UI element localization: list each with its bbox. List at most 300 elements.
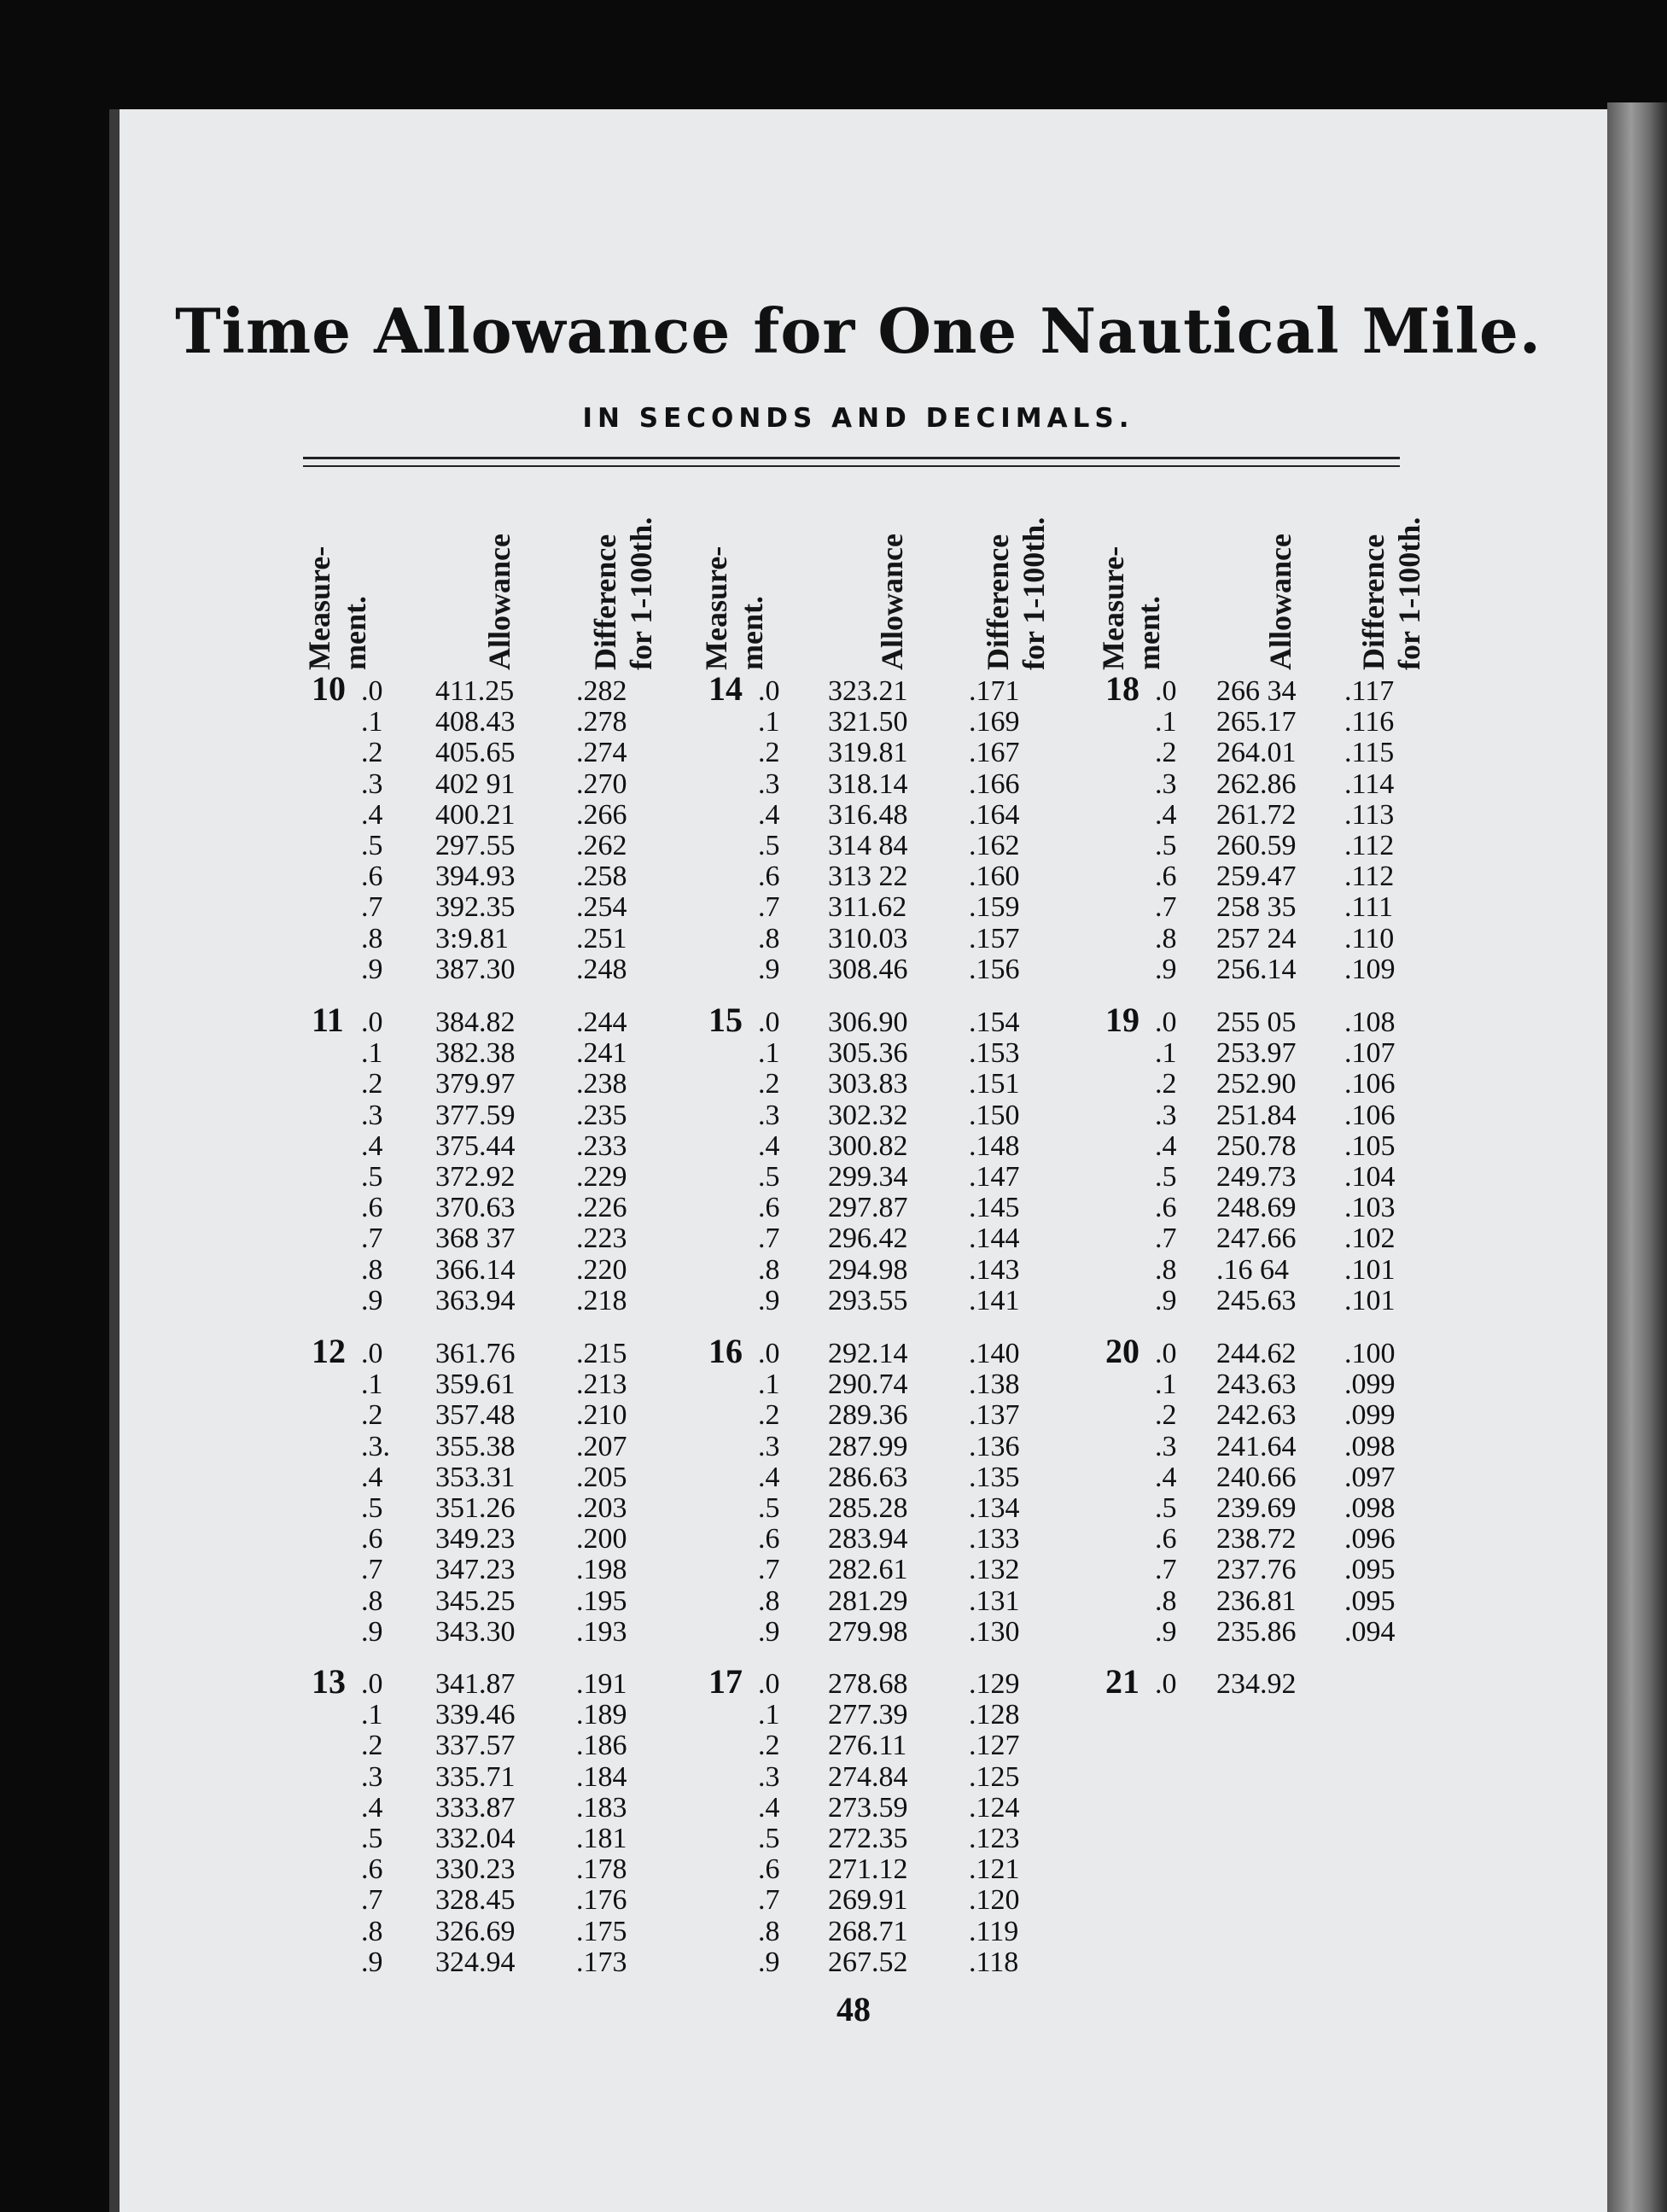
difference-value: .220 [576, 1253, 627, 1286]
measurement-decimal: .3 [361, 1760, 383, 1793]
difference-value: .205 [576, 1461, 627, 1493]
allowance-value: 243.63 [1216, 1369, 1297, 1401]
difference-value: .103 [1344, 1192, 1396, 1224]
difference-value: .270 [576, 767, 627, 800]
allowance-value: 368 37 [435, 1223, 516, 1255]
measurement-decimal: .0 [758, 675, 780, 707]
allowance-value: 264.01 [1216, 737, 1297, 769]
allowance-value: 259.47 [1216, 861, 1297, 893]
table-row [0, 1001, 1667, 1039]
allowance-value: 286.63 [828, 1461, 908, 1493]
measurement-decimal: .4 [1155, 1461, 1177, 1493]
column-header-measurement [294, 474, 380, 670]
difference-value: .238 [576, 1068, 627, 1100]
difference-value: .096 [1344, 1523, 1396, 1555]
measurement-decimal: .8 [758, 1253, 780, 1286]
allowance-value: 238.72 [1216, 1523, 1297, 1555]
allowance-value: 372.92 [435, 1161, 516, 1193]
measurement-decimal: .5 [758, 1823, 780, 1854]
table-row [0, 1400, 1667, 1431]
table-row [0, 1432, 1667, 1462]
allowance-value: 240.66 [1216, 1461, 1297, 1493]
difference-value: .135 [969, 1461, 1020, 1493]
measurement-decimal: .5 [361, 1161, 383, 1193]
measurement-decimal: .8 [361, 922, 383, 954]
allowance-value: 299.34 [828, 1161, 908, 1193]
measurement-decimal: .4 [361, 1791, 383, 1824]
difference-value: .143 [969, 1253, 1020, 1286]
table-row [0, 1555, 1667, 1585]
allowance-value: 341.87 [435, 1668, 516, 1700]
allowance-value: 394.93 [435, 861, 516, 893]
measurement-decimal: .5 [361, 830, 383, 861]
difference-value: .157 [969, 922, 1020, 954]
measurement-decimal: .4 [361, 798, 383, 831]
measurement-decimal: .2 [1155, 737, 1177, 769]
measurement-decimal: .0 [758, 1668, 780, 1700]
difference-value: .112 [1344, 861, 1395, 893]
measurement-decimal: .1 [758, 1699, 780, 1731]
column-header-text: Difference for 1-100th. [588, 517, 658, 670]
double-rule-top [303, 457, 1400, 459]
allowance-value: 339.46 [435, 1699, 516, 1731]
allowance-value: 384.82 [435, 1007, 516, 1038]
measurement-decimal: .7 [361, 1554, 383, 1586]
measurement-decimal: .0 [361, 675, 383, 707]
double-rule-bottom [303, 465, 1400, 467]
allowance-value: 310.03 [828, 922, 908, 954]
allowance-value: 300.82 [828, 1129, 908, 1162]
difference-value: .148 [969, 1129, 1020, 1162]
table-row [0, 924, 1667, 954]
measurement-decimal: .1 [1155, 1369, 1177, 1401]
difference-value: .101 [1344, 1284, 1396, 1316]
measurement-decimal: .4 [758, 1129, 780, 1162]
measurement-decimal: .7 [1155, 891, 1177, 924]
measurement-decimal: .6 [758, 861, 780, 893]
measurement-decimal: .1 [758, 1369, 780, 1401]
allowance-value: 347.23 [435, 1554, 516, 1586]
table-row [0, 861, 1667, 892]
column-header-measurement [691, 474, 777, 670]
difference-value: .115 [1344, 737, 1395, 769]
measurement-decimal: .7 [758, 1554, 780, 1586]
measurement-decimal: .0 [758, 1007, 780, 1038]
measurement-decimal: .3 [758, 1430, 780, 1462]
table-row [0, 1947, 1667, 1978]
measurement-decimal: .8 [758, 1915, 780, 1947]
measurement-decimal: .0 [1155, 675, 1177, 707]
difference-value: .186 [576, 1730, 627, 1762]
measurement-decimal: .4 [758, 1461, 780, 1493]
table-row [0, 769, 1667, 800]
measurement-decimal: .5 [1155, 1492, 1177, 1524]
allowance-value: 343.30 [435, 1615, 516, 1648]
difference-value: .125 [969, 1760, 1020, 1793]
difference-value: .102 [1344, 1223, 1396, 1255]
table-row [0, 1854, 1667, 1885]
measurement-decimal: .5 [758, 1492, 780, 1524]
measurement-decimal: .7 [361, 1884, 383, 1917]
difference-value: .171 [969, 675, 1020, 707]
column-header-measurement [1088, 474, 1174, 670]
measurement-decimal: .9 [758, 953, 780, 985]
measurement-integer: 11 [312, 1001, 344, 1039]
allowance-value: 308.46 [828, 953, 908, 985]
allowance-value: 234.92 [1216, 1668, 1297, 1700]
allowance-value: 237.76 [1216, 1554, 1297, 1586]
measurement-decimal: .6 [1155, 1523, 1177, 1555]
allowance-value: 375.44 [435, 1129, 516, 1162]
difference-value: .178 [576, 1853, 627, 1886]
difference-value: .136 [969, 1430, 1020, 1462]
measurement-decimal: .7 [1155, 1223, 1177, 1255]
column-header-allowance [1250, 474, 1310, 670]
table-row [0, 954, 1667, 985]
column-header-text: Difference for 1-100th. [981, 517, 1051, 670]
difference-value: .094 [1344, 1615, 1396, 1648]
allowance-value: 294.98 [828, 1253, 908, 1286]
measurement-integer: 15 [708, 1001, 743, 1039]
table-row [0, 1131, 1667, 1162]
allowance-value: 245.63 [1216, 1284, 1297, 1316]
allowance-value: 296.42 [828, 1223, 908, 1255]
measurement-decimal: .3. [361, 1430, 390, 1462]
measurement-integer: 10 [312, 669, 346, 708]
column-header-text: Measure- ment. [699, 546, 769, 670]
allowance-value: 282.61 [828, 1554, 908, 1586]
difference-value: .109 [1344, 953, 1396, 985]
table-row [0, 669, 1667, 708]
column-header-text: Allowance [482, 534, 516, 670]
allowance-value: 256.14 [1216, 953, 1297, 985]
allowance-value: 319.81 [828, 737, 908, 769]
measurement-decimal: .8 [1155, 922, 1177, 954]
allowance-value: 250.78 [1216, 1129, 1297, 1162]
table-row [0, 738, 1667, 768]
allowance-value: 241.64 [1216, 1430, 1297, 1462]
allowance-value: 314 84 [828, 830, 908, 861]
difference-value: .123 [969, 1823, 1020, 1854]
measurement-decimal: .1 [361, 1699, 383, 1731]
difference-value: .129 [969, 1668, 1020, 1700]
difference-value: .153 [969, 1037, 1020, 1070]
table-row [0, 1286, 1667, 1316]
difference-value: .181 [576, 1823, 627, 1854]
allowance-value: 379.97 [435, 1068, 516, 1100]
measurement-decimal: .6 [361, 1523, 383, 1555]
allowance-value: 257 24 [1216, 922, 1297, 954]
allowance-value: 335.71 [435, 1760, 516, 1793]
measurement-decimal: .4 [1155, 1129, 1177, 1162]
measurement-decimal: .1 [758, 706, 780, 738]
allowance-value: 337.57 [435, 1730, 516, 1762]
measurement-decimal: .0 [758, 1338, 780, 1369]
allowance-value: 297.55 [435, 830, 516, 861]
difference-value: .116 [1344, 706, 1395, 738]
table-row [0, 800, 1667, 831]
difference-value: .184 [576, 1760, 627, 1793]
allowance-value: 323.21 [828, 675, 908, 707]
allowance-value: .16 64 [1216, 1253, 1289, 1286]
difference-value: .198 [576, 1554, 627, 1586]
difference-value: .098 [1344, 1492, 1396, 1524]
measurement-decimal: .5 [361, 1492, 383, 1524]
measurement-decimal: .0 [1155, 1338, 1177, 1369]
difference-value: .117 [1344, 675, 1395, 707]
measurement-decimal: .6 [758, 1853, 780, 1886]
table-row [0, 1762, 1667, 1793]
measurement-decimal: .5 [1155, 830, 1177, 861]
allowance-value: 290.74 [828, 1369, 908, 1401]
measurement-decimal: .2 [361, 1068, 383, 1100]
allowance-value: 366.14 [435, 1253, 516, 1286]
allowance-value: 236.81 [1216, 1585, 1297, 1617]
measurement-decimal: .0 [1155, 1007, 1177, 1038]
difference-value: .164 [969, 798, 1020, 831]
measurement-decimal: .9 [758, 1615, 780, 1648]
measurement-decimal: .1 [361, 1369, 383, 1401]
measurement-decimal: .2 [1155, 1068, 1177, 1100]
column-header-allowance [862, 474, 922, 670]
difference-value: .130 [969, 1615, 1020, 1648]
difference-value: .118 [969, 1946, 1019, 1978]
difference-value: .095 [1344, 1554, 1396, 1586]
difference-value: .133 [969, 1523, 1020, 1555]
measurement-decimal: .0 [361, 1668, 383, 1700]
difference-value: .145 [969, 1192, 1020, 1224]
difference-value: .159 [969, 891, 1020, 924]
allowance-value: 305.36 [828, 1037, 908, 1070]
difference-value: .173 [576, 1946, 627, 1978]
difference-value: .127 [969, 1730, 1020, 1762]
allowance-value: 302.32 [828, 1099, 908, 1131]
table-row [0, 1700, 1667, 1730]
measurement-integer: 17 [708, 1662, 743, 1701]
allowance-value: 293.55 [828, 1284, 908, 1316]
measurement-decimal: .1 [361, 1037, 383, 1070]
measurement-decimal: .3 [361, 1099, 383, 1131]
difference-value: .248 [576, 953, 627, 985]
measurement-decimal: .6 [361, 1853, 383, 1886]
table-row [0, 1824, 1667, 1854]
table-row [0, 707, 1667, 738]
column-header-text: Allowance [875, 534, 909, 670]
difference-value: .200 [576, 1523, 627, 1555]
column-header-difference [1349, 474, 1434, 670]
measurement-integer: 19 [1105, 1001, 1140, 1039]
difference-value: .108 [1344, 1007, 1396, 1038]
measurement-decimal: .2 [361, 1730, 383, 1762]
allowance-value: 306.90 [828, 1007, 908, 1038]
measurement-decimal: .9 [361, 953, 383, 985]
allowance-value: 351.26 [435, 1492, 516, 1524]
difference-value: .112 [1344, 830, 1395, 861]
allowance-value: 268.71 [828, 1915, 908, 1947]
difference-value: .095 [1344, 1585, 1396, 1617]
measurement-decimal: .2 [361, 737, 383, 769]
allowance-value: 353.31 [435, 1461, 516, 1493]
table-row [0, 1617, 1667, 1648]
measurement-integer: 21 [1105, 1662, 1140, 1701]
allowance-value: 405.65 [435, 737, 516, 769]
difference-value: .100 [1344, 1338, 1396, 1369]
measurement-decimal: .7 [758, 1223, 780, 1255]
measurement-decimal: .9 [1155, 1284, 1177, 1316]
allowance-value: 333.87 [435, 1791, 516, 1824]
allowance-value: 249.73 [1216, 1161, 1297, 1193]
measurement-decimal: .9 [361, 1615, 383, 1648]
table-row [0, 1223, 1667, 1254]
difference-value: .137 [969, 1399, 1020, 1432]
allowance-value: 382.38 [435, 1037, 516, 1070]
difference-value: .203 [576, 1492, 627, 1524]
measurement-decimal: .2 [758, 1730, 780, 1762]
allowance-value: 292.14 [828, 1338, 908, 1369]
measurement-integer: 18 [1105, 669, 1140, 708]
measurement-decimal: .3 [1155, 767, 1177, 800]
allowance-value: 266 34 [1216, 675, 1297, 707]
table-row [0, 1493, 1667, 1524]
allowance-value: 361.76 [435, 1338, 516, 1369]
difference-value: .223 [576, 1223, 627, 1255]
difference-value: .107 [1344, 1037, 1396, 1070]
difference-value: .134 [969, 1492, 1020, 1524]
difference-value: .098 [1344, 1430, 1396, 1462]
difference-value: .110 [1344, 922, 1395, 954]
table-row [0, 1100, 1667, 1131]
allowance-value: 261.72 [1216, 798, 1297, 831]
allowance-value: 279.98 [828, 1615, 908, 1648]
difference-value: .097 [1344, 1461, 1396, 1493]
allowance-value: 377.59 [435, 1099, 516, 1131]
allowance-value: 303.83 [828, 1068, 908, 1100]
measurement-decimal: .3 [1155, 1099, 1177, 1131]
allowance-value: 281.29 [828, 1585, 908, 1617]
measurement-decimal: .9 [361, 1946, 383, 1978]
difference-value: .131 [969, 1585, 1020, 1617]
table-row [0, 1369, 1667, 1400]
difference-value: .101 [1344, 1253, 1396, 1286]
measurement-decimal: .7 [361, 1223, 383, 1255]
measurement-decimal: .6 [361, 861, 383, 893]
measurement-decimal: .4 [361, 1129, 383, 1162]
difference-value: .258 [576, 861, 627, 893]
allowance-value: 311.62 [828, 891, 907, 924]
difference-value: .169 [969, 706, 1020, 738]
measurement-decimal: .5 [758, 1161, 780, 1193]
difference-value: .156 [969, 953, 1020, 985]
allowance-value: 262.86 [1216, 767, 1297, 800]
difference-value: .121 [969, 1853, 1020, 1886]
difference-value: .147 [969, 1161, 1020, 1193]
table-row [0, 892, 1667, 923]
measurement-decimal: .5 [1155, 1161, 1177, 1193]
table-row [0, 1917, 1667, 1947]
table-row [0, 1332, 1667, 1370]
table-row [0, 1885, 1667, 1916]
allowance-value: 265.17 [1216, 706, 1297, 738]
allowance-value: 400.21 [435, 798, 516, 831]
measurement-decimal: .4 [758, 1791, 780, 1824]
measurement-decimal: .3 [1155, 1430, 1177, 1462]
page-number: 48 [836, 1990, 871, 2028]
difference-value: .193 [576, 1615, 627, 1648]
allowance-value: 289.36 [828, 1399, 908, 1432]
allowance-value: 252.90 [1216, 1068, 1297, 1100]
allowance-value: 318.14 [828, 767, 908, 800]
page-subtitle: IN SECONDS AND DECIMALS. [582, 403, 1134, 434]
measurement-decimal: .2 [361, 1399, 383, 1432]
difference-value: .106 [1344, 1099, 1396, 1131]
allowance-value: 277.39 [828, 1699, 908, 1731]
measurement-decimal: .9 [758, 1284, 780, 1316]
measurement-decimal: .8 [758, 922, 780, 954]
column-header-difference [973, 474, 1058, 670]
allowance-value: 272.35 [828, 1823, 908, 1854]
measurement-decimal: .6 [758, 1523, 780, 1555]
difference-value: .105 [1344, 1129, 1396, 1162]
difference-value: .241 [576, 1037, 627, 1070]
measurement-decimal: .9 [361, 1284, 383, 1316]
measurement-integer: 20 [1105, 1332, 1140, 1370]
measurement-decimal: .8 [1155, 1585, 1177, 1617]
measurement-decimal: .4 [361, 1461, 383, 1493]
measurement-decimal: .2 [758, 737, 780, 769]
difference-value: .106 [1344, 1068, 1396, 1100]
difference-value: .244 [576, 1007, 627, 1038]
difference-value: .210 [576, 1399, 627, 1432]
measurement-decimal: .4 [758, 798, 780, 831]
measurement-decimal: .8 [361, 1585, 383, 1617]
measurement-decimal: .3 [758, 767, 780, 800]
allowance-value: 359.61 [435, 1369, 516, 1401]
allowance-value: 273.59 [828, 1791, 908, 1824]
table-row [0, 1038, 1667, 1069]
measurement-decimal: .0 [361, 1338, 383, 1369]
difference-value: .226 [576, 1192, 627, 1224]
measurement-decimal: .6 [1155, 861, 1177, 893]
difference-value: .099 [1344, 1399, 1396, 1432]
allowance-value: 370.63 [435, 1192, 516, 1224]
difference-value: .207 [576, 1430, 627, 1462]
allowance-value: 345.25 [435, 1585, 516, 1617]
allowance-value: 349.23 [435, 1523, 516, 1555]
difference-value: .251 [576, 922, 627, 954]
allowance-value: 274.84 [828, 1760, 908, 1793]
allowance-value: 392.35 [435, 891, 516, 924]
allowance-value: 357.48 [435, 1399, 516, 1432]
column-header-difference [580, 474, 666, 670]
allowance-value: 330.23 [435, 1853, 516, 1886]
measurement-decimal: .3 [361, 767, 383, 800]
measurement-decimal: .1 [361, 706, 383, 738]
measurement-decimal: .0 [361, 1007, 383, 1038]
measurement-integer: 13 [312, 1662, 346, 1701]
measurement-decimal: .2 [758, 1399, 780, 1432]
allowance-value: 239.69 [1216, 1492, 1297, 1524]
measurement-decimal: .6 [361, 1192, 383, 1224]
measurement-decimal: .3 [758, 1099, 780, 1131]
difference-value: .104 [1344, 1161, 1396, 1193]
difference-value: .229 [576, 1161, 627, 1193]
difference-value: .141 [969, 1284, 1020, 1316]
difference-value: .233 [576, 1129, 627, 1162]
measurement-decimal: .6 [1155, 1192, 1177, 1224]
table-row [0, 1730, 1667, 1761]
table-row [0, 1793, 1667, 1824]
column-header-allowance [469, 474, 529, 670]
